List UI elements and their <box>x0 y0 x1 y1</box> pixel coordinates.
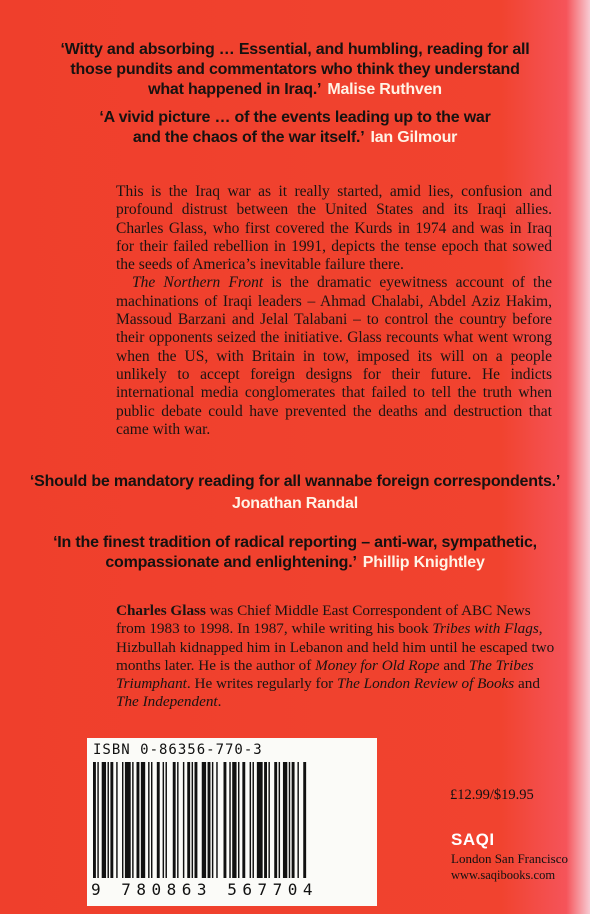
barcode-bar <box>132 762 133 878</box>
barcode-bar <box>151 762 152 878</box>
barcode-bar <box>148 762 149 878</box>
bio-text-3: and <box>439 656 470 674</box>
review-quote-2 <box>0 108 590 148</box>
barcode-bar <box>212 762 213 878</box>
barcode-bar <box>253 762 254 878</box>
barcode-bar <box>202 762 206 878</box>
quote-4-line-1: ‘In the finest tradition of radical reporting – anti-war, sympathetic, <box>53 534 537 551</box>
quote-1-line-2: those pundits and commentators who think they understand <box>70 61 520 78</box>
barcode-bar <box>283 762 287 878</box>
barcode-bar <box>163 762 164 878</box>
barcode-bar <box>141 762 145 878</box>
quote-2-line-2: and the chaos of the war itself.’ <box>132 129 365 146</box>
bio-book-1: Tribes with Flags <box>432 620 539 638</box>
publisher-logo: SAQI <box>451 830 495 849</box>
quote-1-line-3: what happened in Iraq.’ <box>148 81 322 98</box>
bio-publication-1: The London Review of Books <box>337 675 515 693</box>
barcode-bar <box>183 762 184 878</box>
barcode-bar <box>268 762 269 878</box>
bio-book-2: Money for Old Rope <box>315 656 440 674</box>
description-paragraph-2-text: is the dramatic eyewitness account of the machinations of Iraqi leaders – Ahmad Chalabi, Abdel Aziz Hakim, Massoud Barzani and Jelal Talabani – to control the country before their opponents seized the initiative. Glass recounts what went wrong when the US, with Britain in tow, imposed its will on a people unlikely to accept foreign designs for their future. He indicts international media conglomerates that failed to tell the truth when public debate could have prevented the deaths and destruction that came with war. <box>116 274 552 438</box>
bio-text-5: and <box>514 675 540 693</box>
quote-2-author: Ian Gilmour <box>370 129 458 146</box>
quote-1-line-1: ‘Witty and absorbing … Essential, and humbling, reading for all <box>60 41 530 58</box>
description-paragraph-1: This is the Iraq war as it really started, amid lies, confusion and profound distrust between the United States and its Iraqi allies. Charles Glass, who first covered the Kurds in 1974 and was in Iraq for their failed rebellion in 1991, depicts the tense epoch that sowed the seeds of America’s inevitable failure there. <box>116 183 552 274</box>
barcode-bar <box>110 762 113 878</box>
author-name: Charles Glass <box>116 602 206 619</box>
barcode-bar <box>250 762 251 878</box>
barcode-bar <box>232 762 236 878</box>
barcode-bar <box>208 762 211 878</box>
review-quote-3 <box>0 472 590 514</box>
quote-4-author: Phillip Knightley <box>362 554 485 571</box>
barcode-bar <box>238 762 239 878</box>
barcode-bar <box>177 762 178 878</box>
publisher-url: www.saqibooks.com <box>451 868 556 882</box>
barcode-bar <box>195 762 198 878</box>
quote-1-author: Malise Ruthven <box>327 81 442 98</box>
barcode-bar <box>93 762 96 878</box>
isbn-label: ISBN 0-86356-770-3 <box>93 742 263 758</box>
barcode-bar <box>137 762 140 878</box>
barcode-bar <box>216 762 217 878</box>
barcode-bar <box>166 762 167 878</box>
review-quote-1 <box>0 40 590 100</box>
description-paragraph-2 <box>116 274 552 439</box>
bio-text-2: , Hizbullah kidnapped him in Lebanon and held him until he escaped two months later. He is the author of <box>116 620 555 674</box>
barcode-bar <box>116 762 117 878</box>
bio-publication-2: The Independent <box>116 693 218 711</box>
book-description <box>116 183 552 439</box>
bio-text-4: . He writes regularly for <box>186 675 338 693</box>
bio-text-6: . <box>217 693 222 711</box>
barcode-bar <box>257 762 263 878</box>
barcode-bar <box>289 762 290 878</box>
author-bio <box>116 602 556 712</box>
barcode-panel <box>87 738 377 906</box>
barcode-bar <box>157 762 160 878</box>
barcode-bar <box>97 762 98 878</box>
barcode-bar <box>297 762 298 878</box>
quote-4-line-2: compassionate and enlightening.’ <box>105 554 357 571</box>
barcode-bar <box>122 762 123 878</box>
barcode-bar <box>192 762 193 878</box>
barcode-bar <box>102 762 106 878</box>
publisher-cities: London San Francisco <box>451 851 568 866</box>
barcode-bars <box>93 762 371 878</box>
barcode-bar <box>108 762 109 878</box>
barcode-bar <box>229 762 230 878</box>
bio-book-3: The Tribes Triumphant <box>116 656 534 693</box>
barcode-bar <box>279 762 280 878</box>
review-quote-4 <box>0 533 590 573</box>
quote-2-line-1: ‘A vivid picture … of the events leading up to the war <box>99 109 491 126</box>
barcode-bar <box>125 762 131 878</box>
quote-3-line-1: ‘Should be mandatory reading for all wannabe foreign correspondents.’ <box>29 473 561 490</box>
barcode-bar <box>264 762 267 878</box>
quote-3-author: Jonathan Randal <box>232 495 358 512</box>
ean-digits: 9 780863 567704 <box>91 880 318 899</box>
barcode-bar <box>292 762 295 878</box>
price: £12.99/$19.95 <box>450 787 534 803</box>
barcode-bar <box>173 762 176 878</box>
barcode-bar <box>187 762 190 878</box>
barcode-bar <box>242 762 245 878</box>
barcode-bar <box>224 762 227 878</box>
barcode-bar <box>274 762 277 878</box>
barcode-bar <box>303 762 306 878</box>
bio-text-1: was Chief Middle East Correspondent of ABC News from 1983 to 1998. In 1987, while writing his book <box>116 602 531 638</box>
book-title: The Northern Front <box>132 274 264 292</box>
